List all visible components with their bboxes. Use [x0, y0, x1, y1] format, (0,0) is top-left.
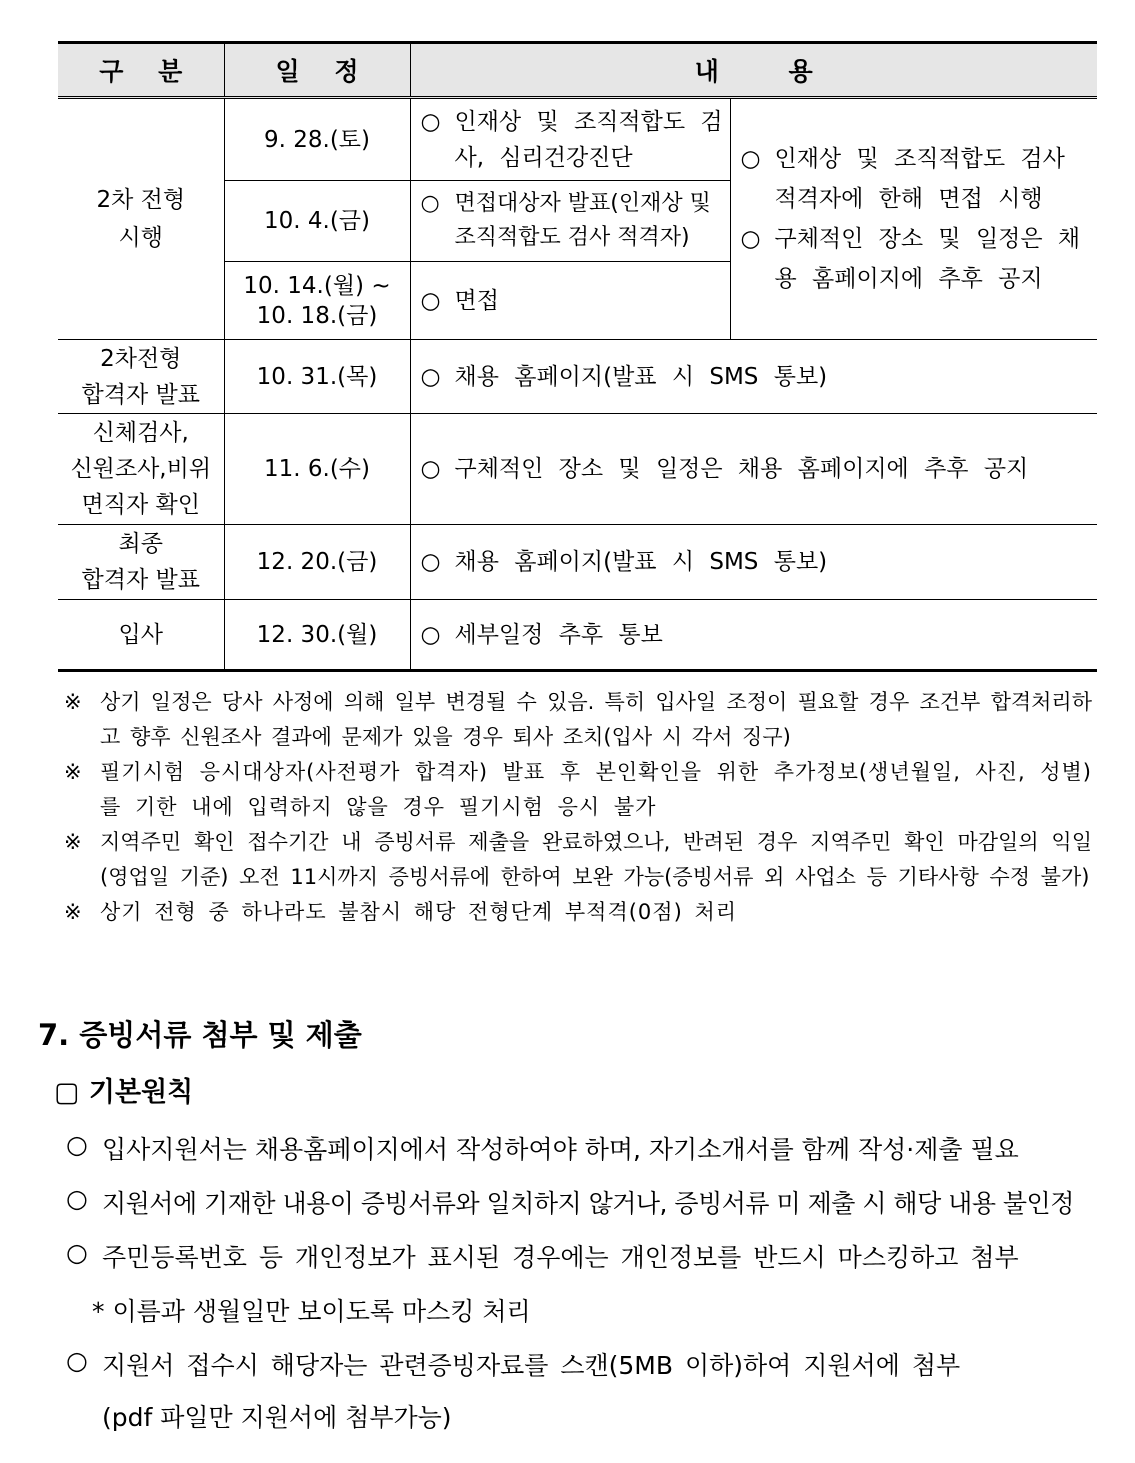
- reference-mark-icon: ※: [64, 900, 82, 924]
- stage2-side-notes: ○ 인재상 및 조직적합도 검사 적격자에 한해 면접 시행 ○ 구체적인 장소 및 일정은 채용 홈페이지에 추후 공지: [730, 98, 1097, 340]
- sub-note: * 이름과 생월일만 보이도록 마스킹 처리: [92, 1297, 531, 1326]
- list-item: ○ 지원서 접수시 해당자는 관련증빙자료를 스캔(5MB 이하)하여 지원서에 첨부: [66, 1346, 961, 1380]
- row-content: ○ 면접대상자 발표(인재상 및 조직적합도 검사 적격자): [410, 181, 730, 262]
- circle-bullet-icon: ○: [420, 287, 441, 314]
- circle-bullet-icon: ○: [740, 146, 761, 172]
- table-row: [58, 600, 1097, 671]
- row-date: 10. 4.(금): [224, 181, 410, 262]
- circle-bullet-icon: ○: [740, 226, 761, 252]
- row-content: ○ 구체적인 장소 및 일정은 채용 홈페이지에 추후 공지: [410, 414, 1097, 525]
- row-content: ○ 채용 홈페이지(발표 시 SMS 통보): [410, 340, 1097, 414]
- header-date: 일 정: [224, 43, 410, 98]
- header-category: 구 분: [58, 43, 224, 98]
- circle-bullet-icon: ○: [420, 363, 441, 390]
- table-row: [58, 98, 1097, 181]
- schedule-table: [58, 41, 1097, 672]
- row-content: ○ 세부일정 추후 통보: [410, 600, 1097, 671]
- row-label: 입사: [58, 600, 224, 671]
- table-row: [58, 414, 1097, 525]
- table-header-row: [58, 43, 1097, 98]
- table-row: [58, 340, 1097, 414]
- row-content: ○ 인재상 및 조직적합도 검사, 심리건강진단: [410, 98, 730, 181]
- reference-mark-icon: ※: [64, 690, 82, 714]
- notes-list: [64, 685, 1092, 930]
- circle-bullet-icon: ○: [420, 191, 440, 216]
- circle-bullet-icon: ○: [420, 621, 441, 648]
- row-label: 2차전형 합격자 발표: [58, 340, 224, 414]
- note-item: ※ 상기 전형 중 하나라도 불참시 해당 전형단계 부적격(0점) 처리: [64, 895, 1092, 930]
- table-row: [58, 525, 1097, 600]
- section-subtitle: ▢ 기본원칙: [54, 1077, 194, 1108]
- note-item: ※ 지역주민 확인 접수기간 내 증빙서류 제출을 완료하였으나, 반려된 경우 지역주민 확인 마감일의 익일(영업일 기준) 오전 11시까지 증빙서류에 한하여 보완 가능(증빙서류 외 사업소 등 기타사항 수정 불가): [64, 825, 1092, 895]
- reference-mark-icon: ※: [64, 760, 82, 784]
- circle-bullet-icon: ○: [66, 1130, 88, 1159]
- list-item: ○ 지원서에 기재한 내용이 증빙서류와 일치하지 않거나, 증빙서류 미 제출 시 해당 내용 불인정: [66, 1184, 1074, 1218]
- row-date: 10. 14.(월) ~ 10. 18.(금): [224, 262, 410, 340]
- note-item: ※ 필기시험 응시대상자(사전평가 합격자) 발표 후 본인확인을 위한 추가정보(생년월일, 사진, 성별)를 기한 내에 입력하지 않을 경우 필기시험 응시 불가: [64, 755, 1092, 825]
- circle-bullet-icon: ○: [66, 1238, 88, 1267]
- section-title: 7. 증빙서류 첨부 및 제출: [38, 1018, 362, 1052]
- row-label: 최종 합격자 발표: [58, 525, 224, 600]
- circle-bullet-icon: ○: [420, 108, 441, 135]
- row-date: 10. 31.(목): [224, 340, 410, 414]
- bullet-continuation: (pdf 파일만 지원서에 첨부가능): [102, 1403, 452, 1432]
- row-content: ○ 면접: [410, 262, 730, 340]
- circle-bullet-icon: ○: [420, 456, 441, 482]
- reference-mark-icon: ※: [64, 830, 82, 854]
- row-content: ○ 채용 홈페이지(발표 시 SMS 통보): [410, 525, 1097, 600]
- row-date: 12. 20.(금): [224, 525, 410, 600]
- circle-bullet-icon: ○: [420, 549, 441, 575]
- stage2-label: 2차 전형 시행: [58, 98, 224, 340]
- list-item: ○ 입사지원서는 채용홈페이지에서 작성하여야 하며, 자기소개서를 함께 작성·제출 필요: [66, 1130, 1019, 1164]
- row-date: 11. 6.(수): [224, 414, 410, 525]
- list-item: ○ 주민등록번호 등 개인정보가 표시된 경우에는 개인정보를 반드시 마스킹하고 첨부: [66, 1238, 1019, 1272]
- circle-bullet-icon: ○: [66, 1184, 88, 1213]
- row-date: 12. 30.(월): [224, 600, 410, 671]
- row-date: 9. 28.(토): [224, 98, 410, 181]
- circle-bullet-icon: ○: [66, 1346, 88, 1375]
- row-label: 신체검사, 신원조사,비위 면직자 확인: [58, 414, 224, 525]
- header-content: 내 용: [410, 43, 1097, 98]
- note-item: ※ 상기 일정은 당사 사정에 의해 일부 변경될 수 있음. 특히 입사일 조정이 필요할 경우 조건부 합격처리하고 향후 신원조사 결과에 문제가 있을 경우 퇴사 조치(입사 시 각서 징구): [64, 685, 1092, 755]
